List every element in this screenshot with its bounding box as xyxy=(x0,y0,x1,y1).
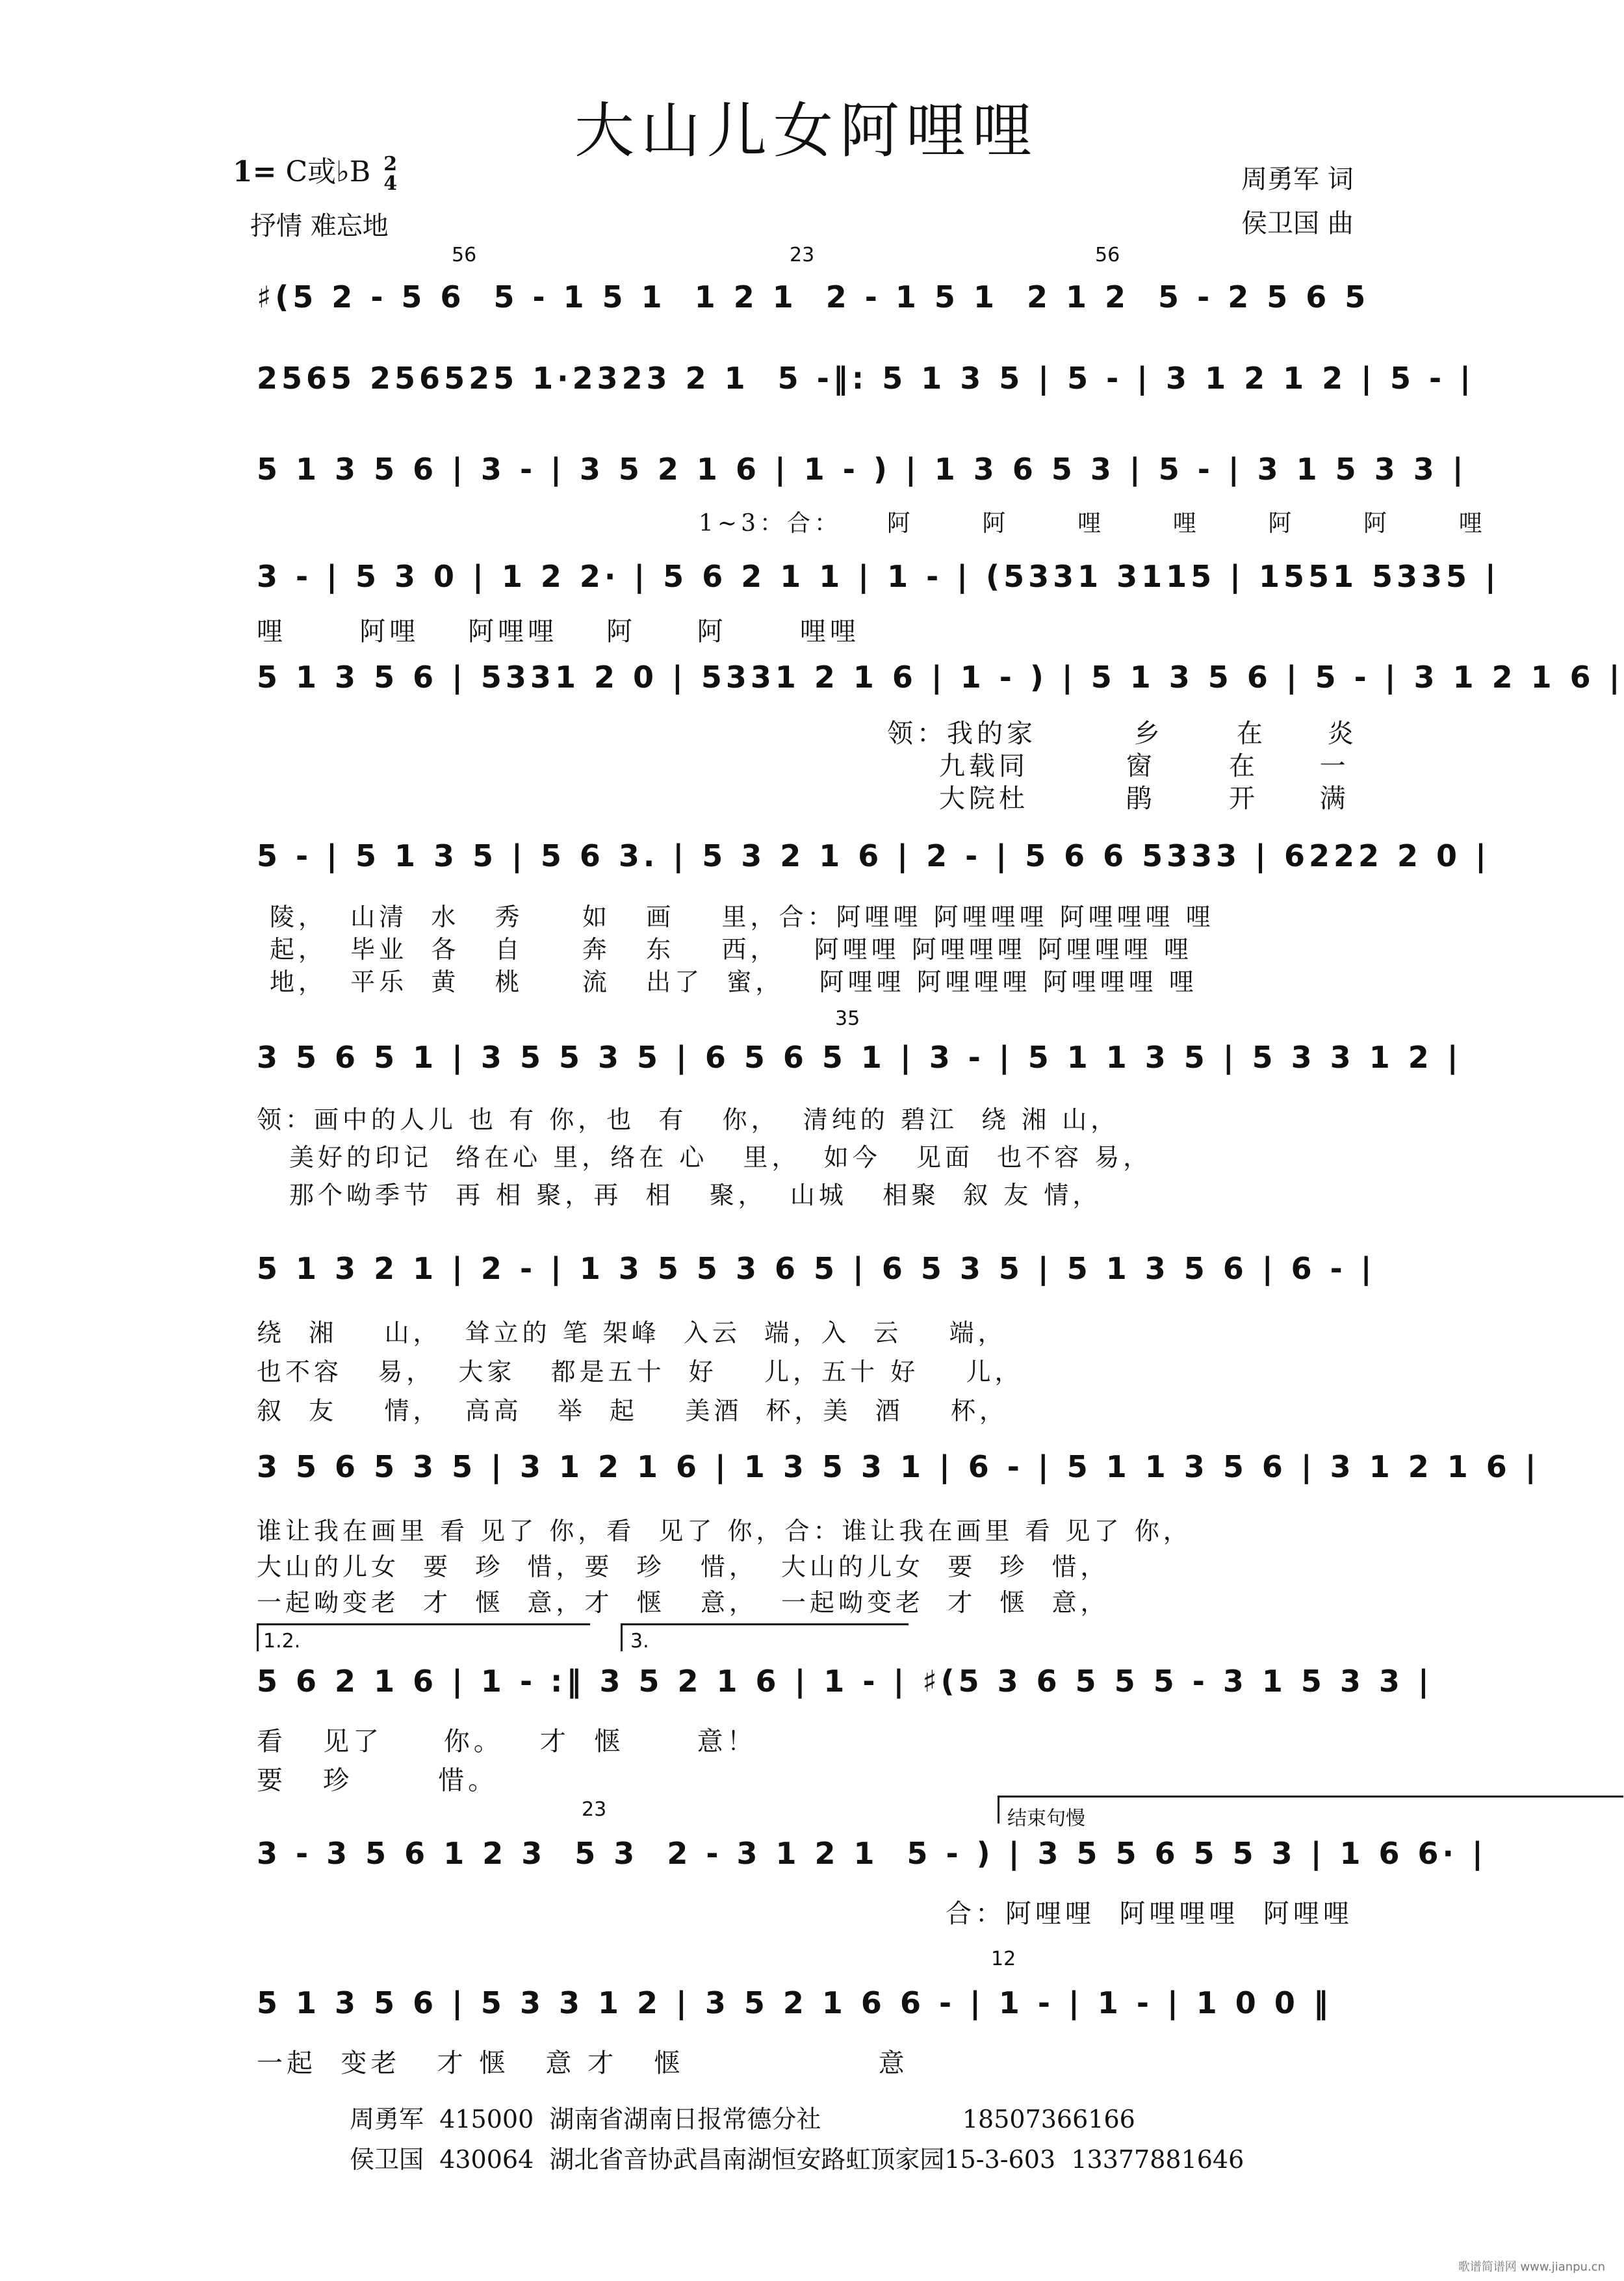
lyricist-credit: 周勇军 词 xyxy=(1241,164,1354,194)
volta-label-1: 1.2. xyxy=(263,1630,301,1653)
notation-line: 2565 256525 1·2323 2 1 5 -‖: 5 1 3 5 | 5 - | 3 1 2 1 2 | 5 - | xyxy=(257,361,1475,396)
lyric-line: 要 珍 惜。 xyxy=(257,1766,498,1796)
notation-line: 3 - | 5 3 0 | 1 2 2· | 5 6 2 1 1 | 1 - | (5331 3115 | 1551 5335 | xyxy=(257,559,1500,594)
contact-line-1 xyxy=(350,2099,1135,2135)
notation-line: 3 5 6 5 3 5 | 3 1 2 1 6 | 1 3 5 3 1 | 6 - | 5 1 1 3 5 6 | 3 1 2 1 6 | xyxy=(257,1449,1540,1484)
lyric-line: 领：画中的人儿 也 有 你，也 有 你， 清纯的 碧江 绕 湘 山， xyxy=(257,1105,1120,1134)
key-signature xyxy=(233,148,397,194)
lyric-line: 地， 平乐 黄 桃 流 出了 蜜， 阿哩哩 阿哩哩哩 阿哩哩哩 哩 xyxy=(270,968,1198,996)
lyric-line: 九载同 窗 在 一 xyxy=(939,751,1350,781)
lyric-line: 陵， 山清 水 秀 如 画 里，合：阿哩哩 阿哩哩哩 阿哩哩哩 哩 xyxy=(270,903,1215,931)
key-prefix: 1= xyxy=(233,155,277,188)
grace-note-12: 12 xyxy=(991,1948,1016,1970)
lyric-line: 美好的印记 络在心 里，络在 心 里， 如今 见面 也不容 易， xyxy=(289,1143,1152,1172)
notation-line: 5 - | 5 1 3 5 | 5 6 3. | 5 3 2 1 6 | 2 - | 5 6 6 5333 | 6222 2 0 | xyxy=(257,838,1490,873)
lyric-line: 叙 友 情， 高高 举 起 美酒 杯，美 酒 杯， xyxy=(257,1397,1008,1425)
notation-line: ♯(5 2 - 5 6 5 - 1 5 1 1 2 1 2 - 1 5 1 2 1 2 5 - 2 5 6 5 xyxy=(257,279,1370,315)
ending-tempo-mark: 结束句慢 xyxy=(1007,1807,1085,1830)
time-signature xyxy=(383,152,398,195)
lyric-line: 一起呦变老 才 惬 意，才 惬 意， 一起呦变老 才 惬 意， xyxy=(257,1588,1109,1617)
notation-line: 5 1 3 5 6 | 5331 2 0 | 5331 2 1 6 | 1 - ) | 5 1 3 5 6 | 5 - | 3 1 2 1 6 | xyxy=(257,660,1624,695)
expression-mark: 抒情 难忘地 xyxy=(250,211,389,241)
grace-note-56: 56 xyxy=(452,244,477,266)
lyric-line: 大山的儿女 要 珍 惜，要 珍 惜， 大山的儿女 要 珍 惜， xyxy=(257,1553,1109,1581)
lyric-line: 哩 阿哩 阿哩哩 阿 阿 哩哩 xyxy=(257,617,860,647)
contact-phone: 13377881646 xyxy=(1071,2145,1244,2174)
site-watermark: 歌谱简谱网 www.jianpu.cn xyxy=(1458,2260,1605,2274)
contact-name: 侯卫国 xyxy=(350,2145,424,2174)
lyric-line: 也不容 易， 大家 都是五十 好 儿，五十 好 儿， xyxy=(257,1358,1024,1386)
song-title: 大山儿女阿哩哩 xyxy=(574,96,1038,166)
notation-line: 5 1 3 5 6 | 5 3 3 1 2 | 3 5 2 1 6 6 - | 1 - | 1 - | 1 0 0 ‖ xyxy=(257,1985,1332,2020)
lyric-line: 起， 毕业 各 自 奔 东 西， 阿哩哩 阿哩哩哩 阿哩哩哩 哩 xyxy=(270,935,1192,964)
lyric-line: 1~3：合： 阿 阿 哩 哩 阿 阿 哩 xyxy=(699,510,1486,537)
grace-note-23: 23 xyxy=(790,244,815,266)
grace-note-23b: 23 xyxy=(582,1798,607,1821)
contact-address: 湖北省音协武昌南湖恒安路虹顶家园15-3-603 xyxy=(549,2145,1056,2174)
notation-line: 3 - 3 5 6 1 2 3 5 3 2 - 3 1 2 1 5 - ) | 3 5 5 6 5 5 3 | 1 6 6· | xyxy=(257,1836,1487,1871)
lyric-line: 大院杜 鹃 开 满 xyxy=(939,784,1350,814)
notation-line: 5 1 3 5 6 | 3 - | 3 5 2 1 6 | 1 - ) | 1 3 6 5 3 | 5 - | 3 1 5 3 3 | xyxy=(257,452,1467,487)
lyric-line: 一起 变老 才 惬 意 才 惬 意 xyxy=(257,2048,909,2078)
lyric-line: 那个呦季节 再 相 聚，再 相 聚， 山城 相聚 叙 友 情， xyxy=(289,1181,1102,1209)
lyric-line: 谁让我在画里 看 见了 你，看 见了 你，合：谁让我在画里 看 见了 你， xyxy=(257,1517,1192,1545)
meter-bottom: 4 xyxy=(383,172,398,195)
contact-zip: 430064 xyxy=(439,2145,534,2174)
contact-zip: 415000 xyxy=(439,2105,534,2133)
contact-line-2 xyxy=(350,2139,1244,2175)
meter-top: 2 xyxy=(383,152,398,175)
notation-line: 5 6 2 1 6 | 1 - :‖ 3 5 2 1 6 | 1 - | ♯(5 3 6 5 5 5 - 3 1 5 3 3 | xyxy=(257,1664,1433,1699)
volta-bracket-1 xyxy=(257,1623,590,1651)
grace-note-56b: 56 xyxy=(1095,244,1120,266)
grace-note-35: 35 xyxy=(835,1007,860,1030)
volta-bracket-2 xyxy=(621,1623,909,1651)
lyric-line: 领：我的家 乡 在 炎 xyxy=(887,719,1358,749)
notation-line: 3 5 6 5 1 | 3 5 5 3 5 | 6 5 6 5 1 | 3 - | 5 1 1 3 5 | 5 3 3 1 2 | xyxy=(257,1040,1462,1075)
lyric-line: 看 见了 你。 才 惬 意！ xyxy=(257,1727,757,1757)
notation-line: 5 1 3 2 1 | 2 - | 1 3 5 5 3 6 5 | 6 5 3 5 | 5 1 3 5 6 | 6 - | xyxy=(257,1251,1376,1286)
lyric-line: 绕 湘 山， 耸立的 笔 架峰 入云 端，入 云 端， xyxy=(257,1319,1007,1347)
key-name: C或♭B xyxy=(285,155,371,188)
contact-name: 周勇军 xyxy=(350,2105,424,2133)
volta-label-2: 3. xyxy=(630,1630,649,1653)
contact-address: 湖南省湖南日报常德分社 xyxy=(549,2105,821,2133)
ending-bracket xyxy=(998,1796,1623,1824)
lyric-line: 合：阿哩哩 阿哩哩哩 阿哩哩 xyxy=(946,1899,1353,1929)
composer-credit: 侯卫国 曲 xyxy=(1241,209,1354,238)
contact-phone: 18507366166 xyxy=(962,2105,1135,2133)
